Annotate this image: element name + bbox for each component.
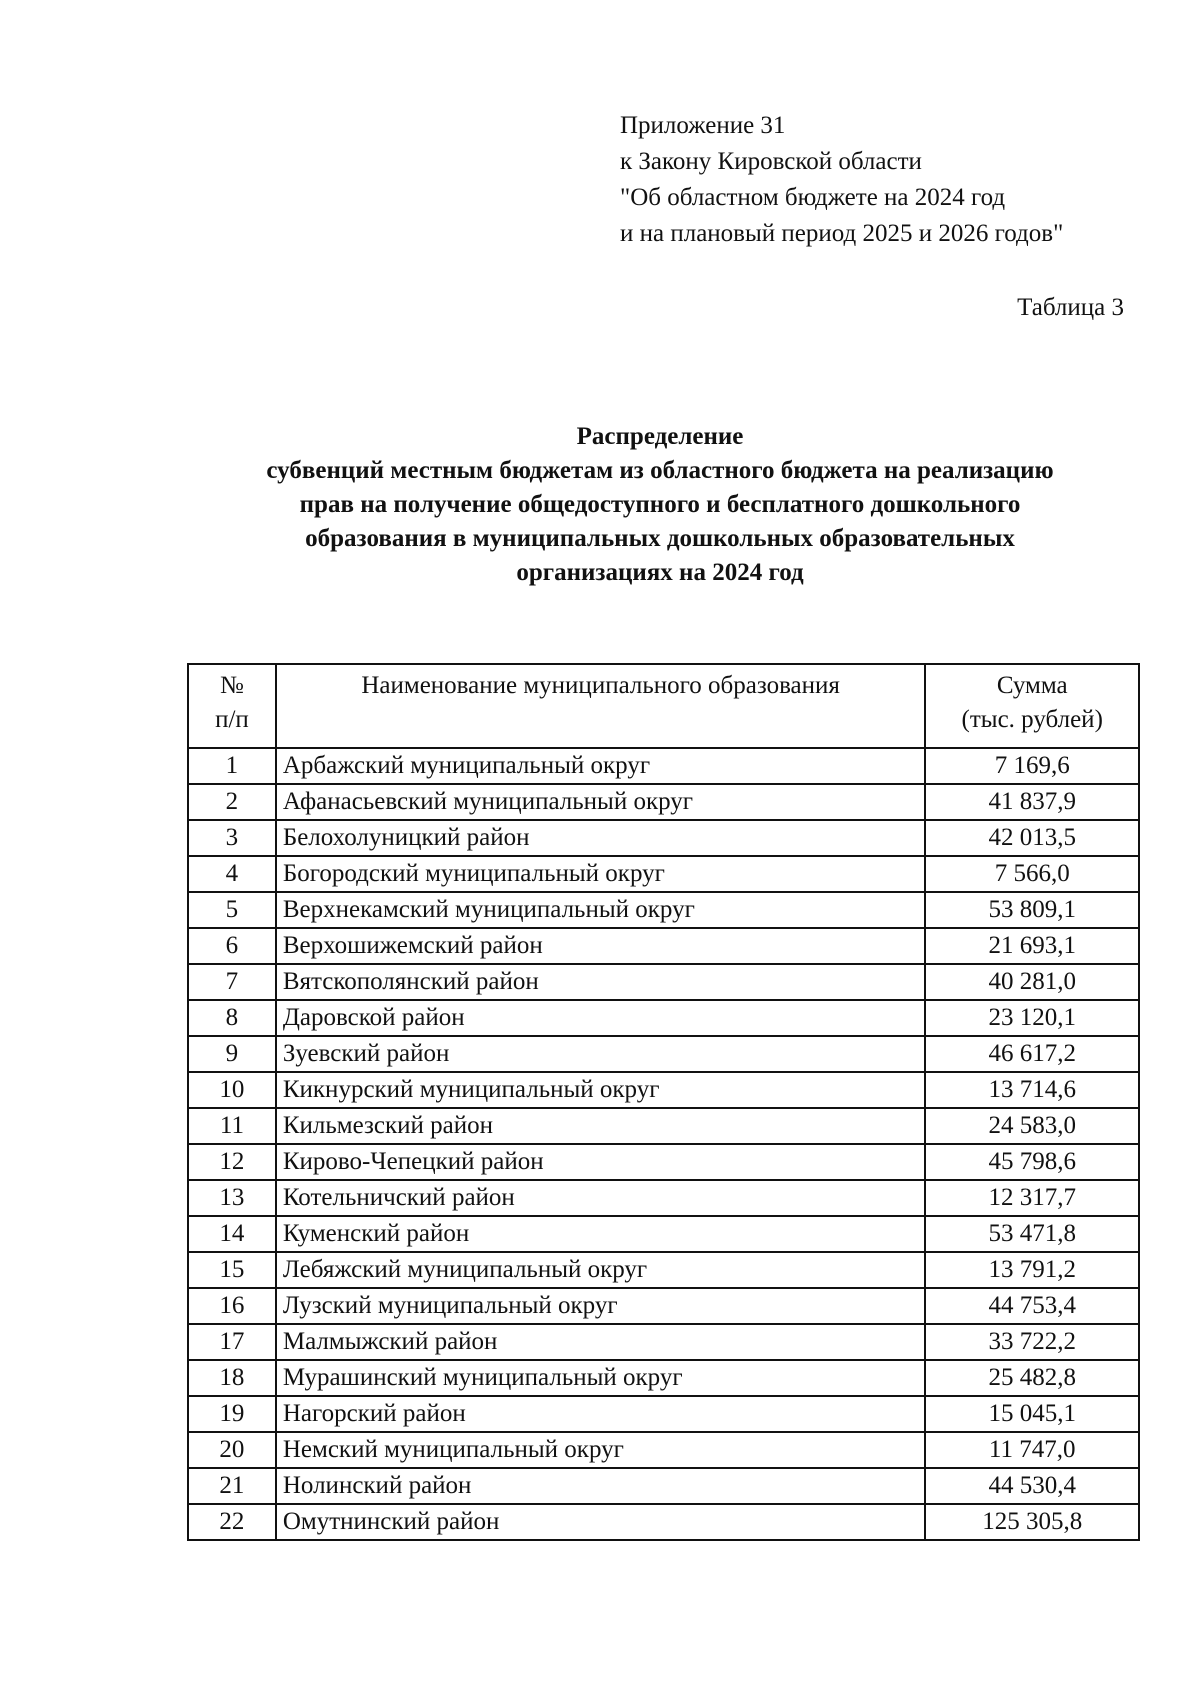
table-row <box>188 1324 1139 1360</box>
table-row <box>188 820 1139 856</box>
row-number: 15 <box>188 1252 276 1288</box>
row-number: 5 <box>188 892 276 928</box>
header-number-line: п/п <box>215 706 249 733</box>
row-amount: 45 798,6 <box>925 1144 1139 1180</box>
table-row <box>188 1396 1139 1432</box>
row-amount: 11 747,0 <box>925 1432 1139 1468</box>
row-amount: 44 530,4 <box>925 1468 1139 1504</box>
row-municipality-name: Зуевский район <box>276 1036 926 1072</box>
row-amount: 46 617,2 <box>925 1036 1139 1072</box>
row-number: 13 <box>188 1180 276 1216</box>
table-row <box>188 1360 1139 1396</box>
table-row <box>188 1468 1139 1504</box>
row-municipality-name: Вятскополянский район <box>276 964 926 1000</box>
table-row <box>188 856 1139 892</box>
appendix-line: "Об областном бюджете на 2024 год <box>620 184 1006 211</box>
table-row <box>188 1180 1139 1216</box>
appendix-heading <box>620 108 1063 252</box>
table-row <box>188 964 1139 1000</box>
row-municipality-name: Кирово-Чепецкий район <box>276 1144 926 1180</box>
row-number: 4 <box>188 856 276 892</box>
header-number <box>188 664 276 748</box>
row-municipality-name: Белохолуницкий район <box>276 820 926 856</box>
row-municipality-name: Малмыжский район <box>276 1324 926 1360</box>
row-number: 6 <box>188 928 276 964</box>
table-row <box>188 928 1139 964</box>
row-amount: 41 837,9 <box>925 784 1139 820</box>
row-amount: 125 305,8 <box>925 1504 1139 1540</box>
row-number: 14 <box>188 1216 276 1252</box>
row-municipality-name: Лузский муниципальный округ <box>276 1288 926 1324</box>
row-amount: 24 583,0 <box>925 1108 1139 1144</box>
header-sum-line: (тыс. рублей) <box>961 706 1103 733</box>
row-amount: 21 693,1 <box>925 928 1139 964</box>
row-number: 18 <box>188 1360 276 1396</box>
table-row <box>188 1144 1139 1180</box>
table-row <box>188 1216 1139 1252</box>
distribution-table <box>187 663 1140 1541</box>
row-amount: 7 169,6 <box>925 748 1139 784</box>
title-line: организациях на 2024 год <box>516 559 804 586</box>
document-title <box>150 420 1170 590</box>
row-number: 1 <box>188 748 276 784</box>
row-amount: 25 482,8 <box>925 1360 1139 1396</box>
table-row <box>188 784 1139 820</box>
row-municipality-name: Котельничский район <box>276 1180 926 1216</box>
title-line: субвенций местным бюджетам из областного бюджета на реализацию <box>266 457 1054 484</box>
row-number: 2 <box>188 784 276 820</box>
header-name <box>276 664 926 748</box>
header-sum <box>925 664 1139 748</box>
row-amount: 23 120,1 <box>925 1000 1139 1036</box>
table-row <box>188 1000 1139 1036</box>
row-number: 3 <box>188 820 276 856</box>
row-municipality-name: Кикнурский муниципальный округ <box>276 1072 926 1108</box>
row-amount: 7 566,0 <box>925 856 1139 892</box>
row-number: 9 <box>188 1036 276 1072</box>
row-number: 16 <box>188 1288 276 1324</box>
row-amount: 13 791,2 <box>925 1252 1139 1288</box>
title-line: образования в муниципальных дошкольных образовательных <box>305 525 1015 552</box>
row-amount: 15 045,1 <box>925 1396 1139 1432</box>
row-municipality-name: Лебяжский муниципальный округ <box>276 1252 926 1288</box>
table-row <box>188 1108 1139 1144</box>
row-number: 11 <box>188 1108 276 1144</box>
row-municipality-name: Нагорский район <box>276 1396 926 1432</box>
row-amount: 13 714,6 <box>925 1072 1139 1108</box>
title-line: Распределение <box>576 423 744 450</box>
row-amount: 44 753,4 <box>925 1288 1139 1324</box>
row-amount: 12 317,7 <box>925 1180 1139 1216</box>
row-amount: 33 722,2 <box>925 1324 1139 1360</box>
appendix-line: к Закону Кировской области <box>620 148 922 175</box>
row-municipality-name: Нолинский район <box>276 1468 926 1504</box>
row-amount: 40 281,0 <box>925 964 1139 1000</box>
table-label: Таблица 3 <box>1017 294 1124 321</box>
row-municipality-name: Немский муниципальный округ <box>276 1432 926 1468</box>
row-number: 19 <box>188 1396 276 1432</box>
title-line: прав на получение общедоступного и бесплатного дошкольного <box>299 491 1021 518</box>
row-municipality-name: Кильмезский район <box>276 1108 926 1144</box>
row-number: 21 <box>188 1468 276 1504</box>
table-row <box>188 1072 1139 1108</box>
row-municipality-name: Куменский район <box>276 1216 926 1252</box>
row-municipality-name: Богородский муниципальный округ <box>276 856 926 892</box>
table-row <box>188 892 1139 928</box>
table-row <box>188 1288 1139 1324</box>
row-amount: 42 013,5 <box>925 820 1139 856</box>
row-amount: 53 809,1 <box>925 892 1139 928</box>
row-municipality-name: Мурашинский муниципальный округ <box>276 1360 926 1396</box>
table-row <box>188 1504 1139 1540</box>
row-municipality-name: Верхнекамский муниципальный округ <box>276 892 926 928</box>
row-number: 7 <box>188 964 276 1000</box>
table-row <box>188 1036 1139 1072</box>
table-row <box>188 748 1139 784</box>
header-sum-line: Сумма <box>996 672 1068 699</box>
row-number: 20 <box>188 1432 276 1468</box>
table-header-row <box>188 664 1139 748</box>
row-number: 12 <box>188 1144 276 1180</box>
row-municipality-name: Афанасьевский муниципальный округ <box>276 784 926 820</box>
table-body <box>188 748 1139 1540</box>
table-row <box>188 1432 1139 1468</box>
row-municipality-name: Арбажский муниципальный округ <box>276 748 926 784</box>
row-number: 17 <box>188 1324 276 1360</box>
row-amount: 53 471,8 <box>925 1216 1139 1252</box>
row-municipality-name: Омутнинский район <box>276 1504 926 1540</box>
row-municipality-name: Даровской район <box>276 1000 926 1036</box>
row-number: 22 <box>188 1504 276 1540</box>
row-municipality-name: Верхошижемский район <box>276 928 926 964</box>
header-number-line: № <box>220 672 244 699</box>
header-name-text: Наименование муниципального образования <box>361 672 840 699</box>
appendix-line: Приложение 31 <box>620 112 786 139</box>
table-row <box>188 1252 1139 1288</box>
row-number: 10 <box>188 1072 276 1108</box>
appendix-line: и на плановый период 2025 и 2026 годов" <box>620 220 1064 247</box>
row-number: 8 <box>188 1000 276 1036</box>
